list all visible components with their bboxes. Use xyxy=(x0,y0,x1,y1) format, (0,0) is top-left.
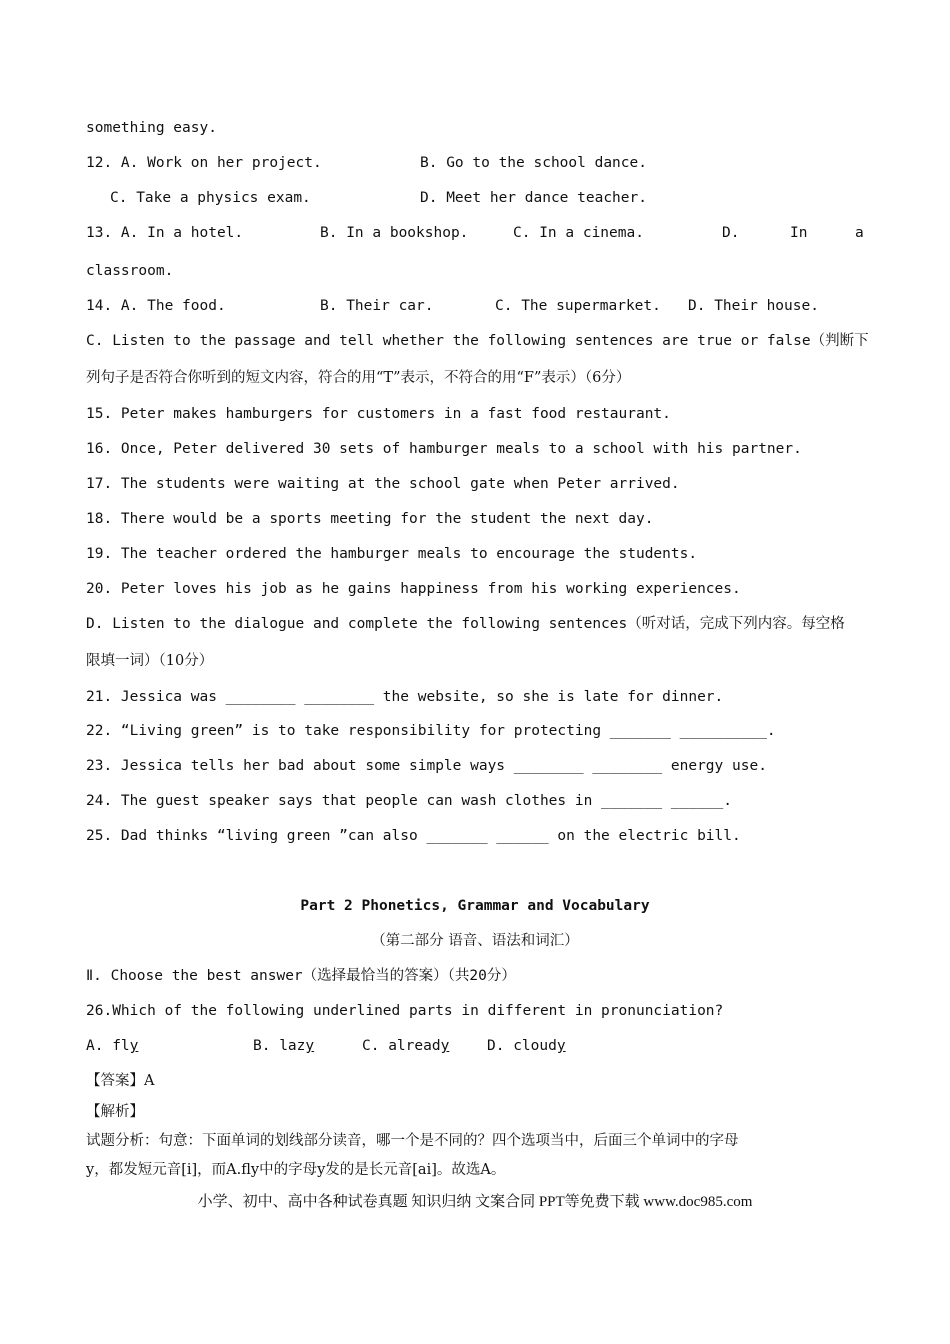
question-19: 19. The teacher ordered the hamburger meals to encourage the students. xyxy=(86,546,698,562)
analysis-text: y，都发短元音[i]，而A.fly中的字母y发的是长元音[ai]。故选A。 xyxy=(86,1162,506,1178)
question-16: 16. Once, Peter delivered 30 sets of hamburger meals to a school with his partner. xyxy=(86,441,802,457)
question-18: 18. There would be a sports meeting for the student the next day. xyxy=(86,511,654,527)
q12-option-d: D. Meet her dance teacher. xyxy=(420,190,647,206)
part-2-title: Part 2 Phonetics, Grammar and Vocabulary xyxy=(300,898,650,914)
q12-option-b: B. Go to the school dance. xyxy=(420,155,647,171)
q26-option-c: C. already xyxy=(362,1038,450,1054)
q13-option-a: 13. A. In a hotel. xyxy=(86,225,244,241)
q13-option-d-word: In xyxy=(790,225,808,241)
question-22: 22. “Living green” is to take responsibility for protecting _______ __________. xyxy=(86,723,776,739)
q13-option-c: C. In a cinema. xyxy=(513,225,644,241)
analysis-text: 试题分析：句意：下面单词的划线部分读音，哪一个是不同的？四个选项当中，后面三个单词中的字母 xyxy=(86,1133,739,1149)
q14-option-c: C. The supermarket. xyxy=(495,298,661,314)
q13-option-d-word: a xyxy=(855,225,864,241)
question-23: 23. Jessica tells her bad about some simple ways ________ ________ energy use. xyxy=(86,758,767,774)
question-25: 25. Dad thinks “living green ”can also _______ ______ on the electric bill. xyxy=(86,828,741,844)
analysis-label: 【解析】 xyxy=(86,1104,144,1120)
q26-option-d: D. cloudy xyxy=(487,1038,566,1054)
question-17: 17. The students were waiting at the school gate when Peter arrived. xyxy=(86,476,680,492)
q13-option-d: D. xyxy=(722,225,740,241)
q13-continuation: classroom. xyxy=(86,263,174,279)
q14-option-d: D. Their house. xyxy=(688,298,819,314)
question-26: 26.Which of the following underlined parts in different in pronunciation? xyxy=(86,1003,724,1019)
question-24: 24. The guest speaker says that people can wash clothes in _______ ______. xyxy=(86,793,733,809)
section-d-instruction: 限填一词）（10分） xyxy=(86,653,214,669)
section-c-instruction: 列句子是否符合你听到的短文内容，符合的用“T”表示，不符合的用“F”表示）（6分） xyxy=(86,370,631,386)
q26-option-b: B. lazy xyxy=(253,1038,315,1054)
q13-option-b: B. In a bookshop. xyxy=(320,225,469,241)
text-line: something easy. xyxy=(86,120,217,136)
q26-option-a: A. fly xyxy=(86,1038,139,1054)
part-2-subtitle: （第二部分 语音、语法和词汇） xyxy=(371,933,579,949)
q12-option-a: 12. A. Work on her project. xyxy=(86,155,322,171)
section-d-instruction: D. Listen to the dialogue and complete the following sentences（听对话，完成下列内容。每空格 xyxy=(86,616,845,632)
section-ii-instruction: Ⅱ. Choose the best answer（选择最恰当的答案）（共20分） xyxy=(86,968,516,984)
question-20: 20. Peter loves his job as he gains happiness from his working experiences. xyxy=(86,581,741,597)
q12-option-c: C. Take a physics exam. xyxy=(110,190,311,206)
q14-option-a: 14. A. The food. xyxy=(86,298,226,314)
q14-option-b: B. Their car. xyxy=(320,298,434,314)
question-21: 21. Jessica was ________ ________ the website, so she is late for dinner. xyxy=(86,689,724,705)
question-15: 15. Peter makes hamburgers for customers in a fast food restaurant. xyxy=(86,406,671,422)
section-c-instruction: C. Listen to the passage and tell whether the following sentences are true or false（判断下 xyxy=(86,333,869,349)
page-footer: 小学、初中、高中各种试卷真题 知识归纳 文案合同 PPT等免费下载 www.doc985.com xyxy=(197,1194,753,1210)
answer-line: 【答案】A xyxy=(86,1073,155,1089)
